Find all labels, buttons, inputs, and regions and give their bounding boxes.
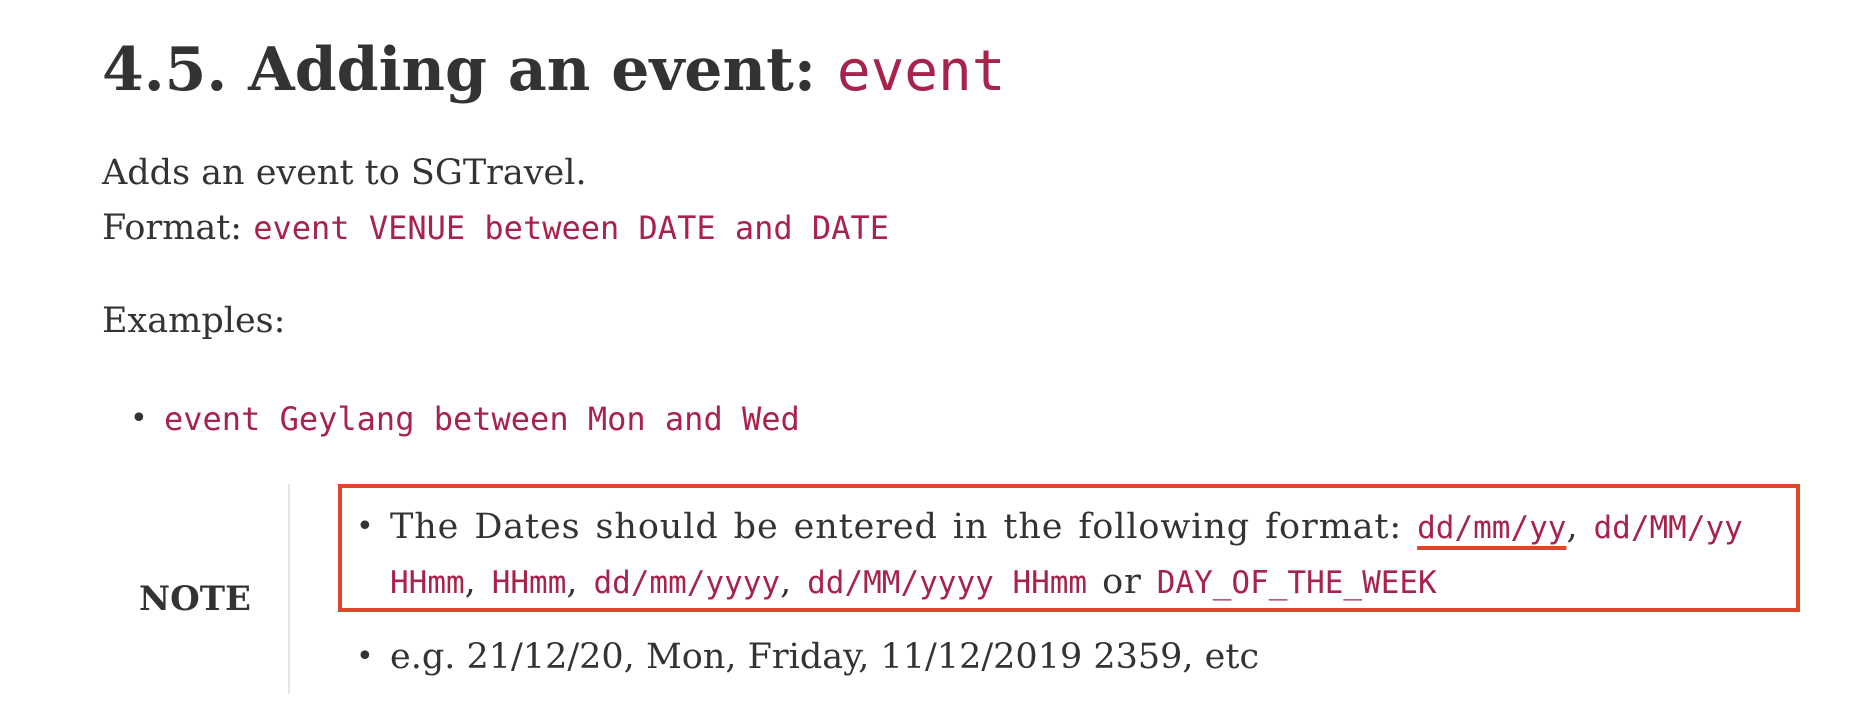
examples-label: Examples:: [102, 301, 286, 341]
date-format-code: dd/mm/yyyy: [593, 565, 781, 601]
bullet-icon: •: [356, 639, 374, 674]
example-code: event Geylang between Mon and Wed: [164, 400, 800, 438]
examples-list: [102, 392, 800, 446]
section-heading: [102, 30, 1005, 112]
note-text: The Dates should be entered in the following format:: [390, 507, 1418, 547]
format-label: Format:: [102, 208, 254, 248]
format-code: event VENUE between DATE and DATE: [253, 209, 889, 247]
format-line: [102, 201, 889, 255]
date-format-code: dd/mm/yy: [1417, 510, 1567, 546]
date-format-code: dd/MM/yy HHmm: [390, 510, 1743, 601]
separator: ,: [1566, 507, 1594, 547]
date-format-code: dd/MM/yyyy HHmm: [807, 565, 1088, 601]
note-divider: [288, 484, 290, 694]
note-list: [338, 484, 1786, 684]
section-heading-text: 4.5. Adding an event:: [102, 35, 837, 105]
list-item: [102, 392, 800, 446]
list-item: [338, 630, 1786, 684]
separator: or: [1087, 562, 1157, 602]
separator: ,: [780, 562, 808, 602]
note-example-text: e.g. 21/12/20, Mon, Friday, 11/12/2019 2359, etc: [390, 637, 1260, 677]
list-item: [338, 484, 1786, 610]
separator: ,: [464, 562, 492, 602]
note-label: NOTE: [139, 579, 251, 619]
bullet-icon: •: [130, 401, 148, 436]
separator: ,: [566, 562, 594, 602]
description-text: Adds an event to SGTravel.: [102, 153, 587, 193]
date-format-code: DAY_OF_THE_WEEK: [1156, 565, 1437, 601]
note-admonition: [100, 484, 1800, 694]
date-format-code: HHmm: [491, 565, 567, 601]
section-heading-command: event: [836, 39, 1006, 104]
bullet-icon: •: [356, 509, 375, 544]
